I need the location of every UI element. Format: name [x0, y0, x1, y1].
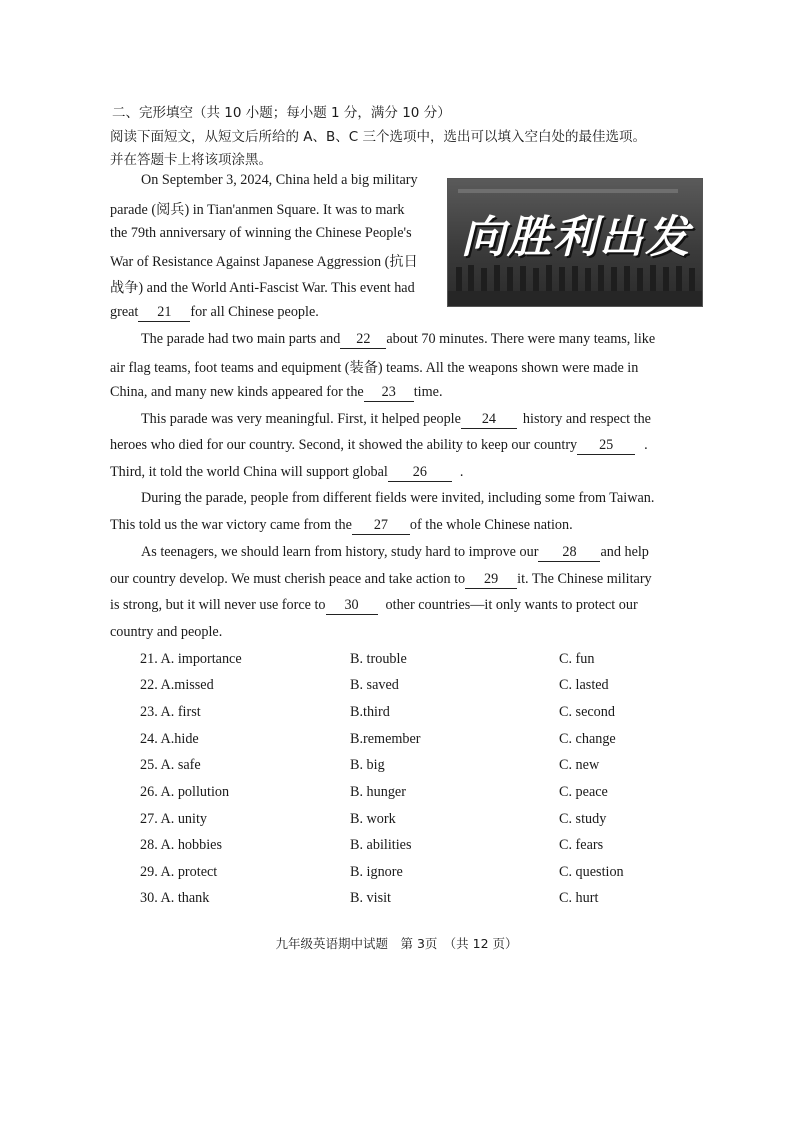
blank-28: 28	[538, 544, 600, 562]
option-27-b: B. work	[350, 811, 396, 827]
option-25-a: 25. A. safe	[140, 757, 201, 773]
option-28-c: C. fears	[559, 837, 604, 853]
blank-25: 25	[577, 437, 635, 455]
p5-line-3-start: is strong, but it will never use force to	[110, 597, 326, 613]
option-24-c: C. change	[559, 731, 616, 747]
p2-line-1-start: The parade had two main parts and	[141, 331, 341, 347]
option-30-a: 30. A. thank	[140, 890, 210, 906]
p4-line-2-start: This told us the war victory came from the	[110, 517, 352, 533]
p2-line-3	[110, 384, 443, 402]
option-27-a: 27. A. unity	[140, 811, 208, 827]
option-21-b: B. trouble	[350, 651, 407, 667]
page-footer: 九年级英语期中试题 第 3页 （共 12 页）	[275, 936, 518, 951]
p1-line-2: parade (阅兵) in Tian'anmen Square. It was to mark	[110, 202, 405, 218]
p1-line-4: War of Resistance Against Japanese Aggression (抗日	[110, 254, 418, 270]
blank-21: 21	[138, 304, 190, 322]
option-23-c: C. second	[559, 704, 615, 720]
option-29-c: C. question	[559, 864, 624, 880]
option-29-b: B. ignore	[350, 864, 403, 880]
p1-line-1: On September 3, 2024, China held a big military	[141, 172, 418, 188]
p3-line-2	[110, 437, 648, 455]
option-24-a: 24. A.hide	[140, 731, 199, 747]
option-29-a: 29. A. protect	[140, 864, 218, 880]
p5-line-2	[110, 571, 652, 589]
p3-line-3-end: .	[459, 464, 464, 480]
blank-23: 23	[364, 384, 414, 402]
p1-line-6	[110, 304, 319, 322]
p1-line-3: the 79th anniversary of winning the Chinese People's	[110, 225, 412, 241]
option-21-a: 21. A. importance	[140, 651, 242, 667]
p3-line-1-end: history and respect the	[522, 411, 651, 427]
option-22-a: 22. A.missed	[140, 677, 214, 693]
option-22-b: B. saved	[350, 677, 399, 693]
p5-line-3	[110, 597, 638, 615]
blank-30: 30	[326, 597, 378, 615]
p3-line-3-start: Third, it told the world China will support global	[110, 464, 388, 480]
p5-line-2-end: it. The Chinese military	[517, 571, 652, 587]
option-30-b: B. visit	[350, 890, 391, 906]
p2-line-3-end: time.	[413, 384, 443, 400]
p2-line-1-end: about 70 minutes. There were many teams, like	[386, 331, 656, 347]
option-25-c: C. new	[559, 757, 600, 773]
photo-caption: 向胜利出发	[461, 212, 691, 263]
p2-line-2: air flag teams, foot teams and equipment (装备) teams. All the weapons shown were made in	[110, 360, 639, 376]
option-22-c: C. lasted	[559, 677, 609, 693]
instruction-line-1: 阅读下面短文，从短文后所给的 A、B、C 三个选项中，选出可以填入空白处的最佳选项。	[110, 129, 647, 145]
blank-29: 29	[465, 571, 517, 589]
p3-line-1-start: This parade was very meaningful. First, it helped people	[141, 411, 461, 427]
blank-24: 24	[461, 411, 517, 429]
p5-line-1-end: and help	[600, 544, 649, 560]
option-28-a: 28. A. hobbies	[140, 837, 222, 853]
p3-line-1	[141, 411, 651, 429]
p3-line-2-start: heroes who died for our country. Second, it showed the ability to keep our country	[110, 437, 578, 453]
option-24-b: B.remember	[350, 731, 421, 747]
p5-line-3-end: other countries—it only wants to protect our	[385, 597, 638, 613]
section-heading: 二、完形填空（共 10 小题；每小题 1 分，满分 10 分）	[112, 105, 451, 121]
option-27-c: C. study	[559, 811, 607, 827]
p5-line-1-start: As teenagers, we should learn from history, study hard to improve our	[141, 544, 539, 560]
option-25-b: B. big	[350, 757, 385, 773]
option-21-c: C. fun	[559, 651, 595, 667]
p4-line-2	[110, 517, 573, 535]
parade-photo	[447, 178, 703, 307]
p2-line-3-start: China, and many new kinds appeared for the	[110, 384, 364, 400]
p4-line-2-end: of the whole Chinese nation.	[409, 517, 573, 533]
option-26-a: 26. A. pollution	[140, 784, 230, 800]
option-26-c: C. peace	[559, 784, 608, 800]
p2-line-1	[141, 331, 655, 349]
blank-22: 22	[340, 331, 386, 349]
p1-line-6-start: great	[110, 304, 139, 320]
option-23-b: B.third	[350, 704, 390, 720]
option-23-a: 23. A. first	[140, 704, 201, 720]
p3-line-3	[110, 464, 463, 482]
blank-26: 26	[388, 464, 452, 482]
option-28-b: B. abilities	[350, 837, 412, 853]
p3-line-2-end: .	[644, 437, 648, 453]
p5-line-2-start: our country develop. We must cherish peace and take action to	[110, 571, 466, 587]
p1-line-5: 战争) and the World Anti-Fascist War. This event had	[110, 280, 415, 296]
option-30-c: C. hurt	[559, 890, 599, 906]
p5-line-1	[141, 544, 649, 562]
blank-27: 27	[352, 517, 410, 535]
option-26-b: B. hunger	[350, 784, 406, 800]
p1-line-6-end: for all Chinese people.	[190, 304, 319, 320]
p5-line-4: country and people.	[110, 624, 223, 640]
instruction-line-2: 并在答题卡上将该项涂黑。	[110, 152, 272, 168]
p4-line-1: During the parade, people from different fields were invited, including some from Taiwan.	[141, 490, 655, 506]
